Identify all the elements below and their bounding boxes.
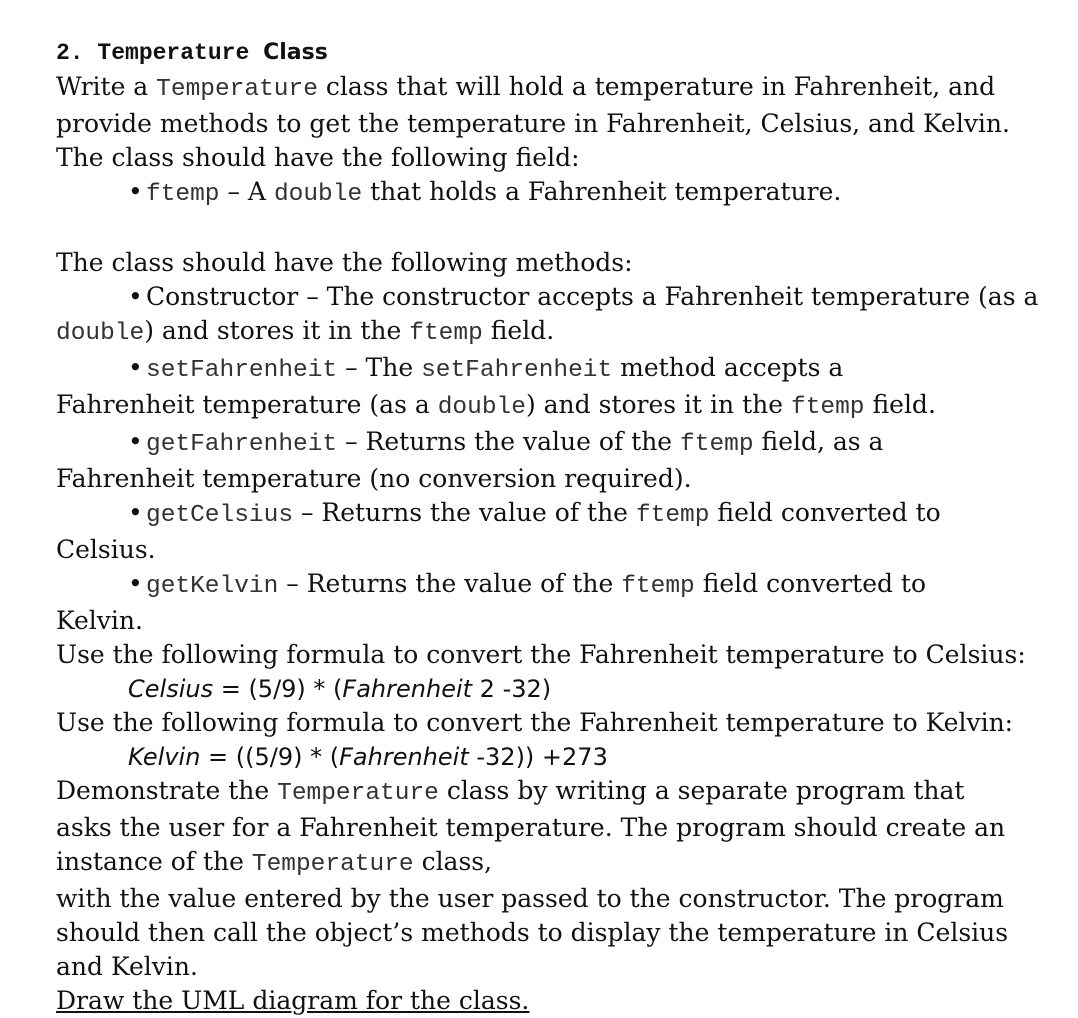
method-setfahrenheit-cont: Fahrenheit temperature (as a double) and stores it in the ftemp field. (56, 390, 936, 421)
method-getfahrenheit: • getFahrenheit – Returns the value of the ftemp field, as a (128, 427, 884, 458)
code-method-name: getCelsius (146, 502, 294, 529)
bullet-icon: • (128, 498, 143, 527)
method-getcelsius: • getCelsius – Returns the value of the ftemp field converted to (128, 498, 941, 529)
methods-intro: The class should have the following methods: (56, 248, 633, 277)
code-method-name: setFahrenheit (146, 357, 338, 384)
heading-class-name: Temperature (97, 40, 250, 66)
code-field-name: ftemp (621, 573, 695, 600)
code-type: double (273, 181, 363, 208)
code-method-name: getFahrenheit (146, 431, 338, 458)
code-field-name: ftemp (146, 181, 220, 208)
bullet-icon: • (128, 282, 143, 311)
method-getfahrenheit-cont: Fahrenheit temperature (no conversion required). (56, 464, 692, 493)
method-setfahrenheit: • setFahrenheit – The setFahrenheit method accepts a (128, 353, 844, 384)
code-type: double (437, 394, 526, 421)
heading-number: 2. (56, 40, 84, 66)
uml-diagram-link[interactable]: Draw the UML diagram for the class. (56, 986, 530, 1015)
demo-line-4: with the value entered by the user passed to the constructor. The program (56, 884, 1004, 913)
code-method-name: setFahrenheit (421, 357, 613, 384)
bullet-icon: • (128, 427, 143, 456)
bullet-icon: • (128, 569, 143, 598)
kelvin-formula: Kelvin = ((5/9) * (Fahrenheit -32)) +273 (128, 743, 608, 771)
celsius-formula-intro: Use the following formula to convert the Fahrenheit temperature to Celsius: (56, 640, 1026, 669)
code-type: double (56, 320, 145, 347)
code-field-name: ftemp (635, 502, 710, 529)
heading-class-word: Class (263, 40, 328, 65)
code-class-name: Temperature (277, 780, 439, 807)
bullet-icon: • (128, 353, 143, 382)
section-heading (56, 36, 1056, 70)
demo-line-5: should then call the object’s methods to display the temperature in Celsius (56, 918, 1009, 947)
method-constructor-cont: double) and stores it in the ftemp field. (56, 316, 555, 347)
demo-line-1: Demonstrate the Temperature class by writing a separate program that (56, 776, 965, 807)
kelvin-formula-intro: Use the following formula to convert the Fahrenheit temperature to Kelvin: (56, 708, 1014, 737)
demo-line-3: instance of the Temperature class, (56, 847, 493, 878)
method-getkelvin: • getKelvin – Returns the value of the ftemp field converted to (128, 569, 927, 600)
code-field-name: ftemp (680, 431, 754, 458)
demo-line-2: asks the user for a Fahrenheit temperature. The program should create an (56, 813, 1006, 842)
code-class-name: Temperature (251, 851, 414, 878)
demo-line-6: and Kelvin. (56, 952, 198, 981)
code-class-name: Temperature (156, 76, 318, 103)
method-constructor: • Constructor – The constructor accepts a Fahrenheit temperature (as a (56, 280, 1056, 314)
intro-line-3: The class should have the following field: (56, 143, 580, 172)
code-field-name: ftemp (791, 394, 865, 421)
field-bullet: • ftemp – A double that holds a Fahrenheit temperature. (128, 177, 842, 208)
method-getkelvin-cont: Kelvin. (56, 606, 143, 635)
intro-line-2: provide methods to get the temperature in Fahrenheit, Celsius, and Kelvin. (56, 109, 1010, 138)
celsius-formula: Celsius = (5/9) * (Fahrenheit 2 -32) (128, 675, 552, 703)
intro-line-1: Write a Temperature class that will hold a temperature in Fahrenheit, and (56, 72, 996, 103)
bullet-icon: • (128, 177, 143, 206)
assignment-document (56, 36, 1056, 1018)
code-method-name: getKelvin (146, 573, 279, 600)
method-getcelsius-cont: Celsius. (56, 535, 156, 564)
code-field-name: ftemp (409, 320, 483, 347)
